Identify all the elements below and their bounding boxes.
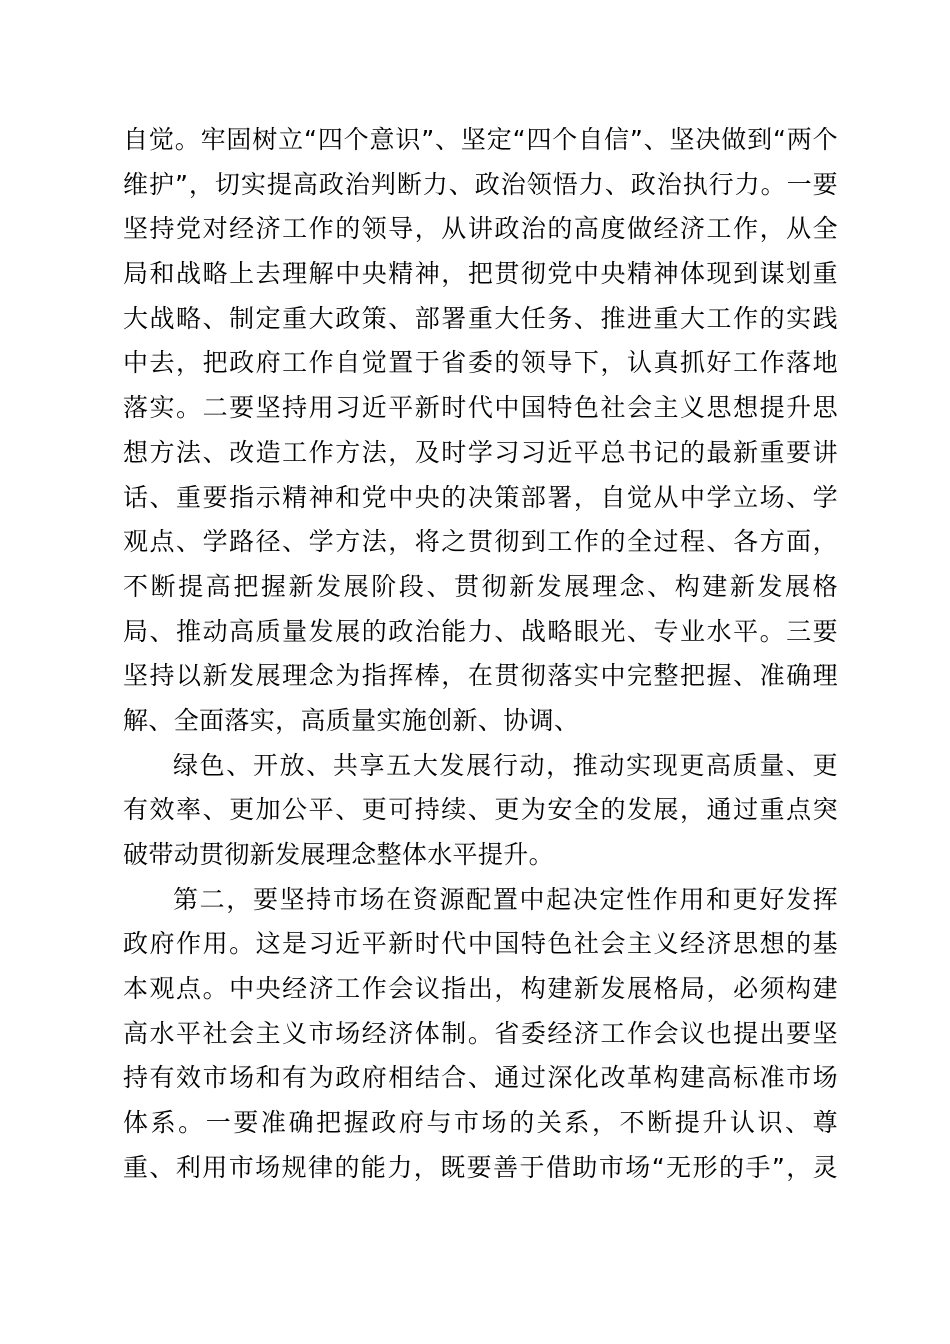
text-line: 不断提高把握新发展阶段、贯彻新发展理念、构建新发展格 xyxy=(123,571,838,601)
text-line: 解、全面落实，高质量实施创新、协调、 xyxy=(123,705,580,735)
text-line: 政府作用。这是习近平新时代中国特色社会主义经济思想的基 xyxy=(123,929,838,959)
text-line: 重、利用市场规律的能力，既要善于借助市场“无形的手”，灵 xyxy=(123,1152,838,1182)
text-line: 大战略、制定重大政策、部署重大任务、推进重大工作的实践 xyxy=(123,303,838,333)
text-line: 观点、学路径、学方法，将之贯彻到工作的全过程、各方面， xyxy=(123,527,838,557)
text-line: 局、推动高质量发展的政治能力、战略眼光、专业水平。三要 xyxy=(123,616,838,646)
text-line: 想方法、改造工作方法，及时学习习近平总书记的最新重要讲 xyxy=(123,437,838,467)
text-line: 话、重要指示精神和党中央的决策部署，自觉从中学立场、学 xyxy=(123,482,838,512)
text-line: 本观点。中央经济工作会议指出，构建新发展格局，必须构建 xyxy=(123,974,838,1004)
paragraph-first-line: 第二，要坚持市场在资源配置中起决定性作用和更好发挥 xyxy=(173,884,838,914)
text-line: 落实。二要坚持用习近平新时代中国特色社会主义思想提升思 xyxy=(123,393,838,423)
text-line: 高水平社会主义市场经济体制。省委经济工作会议也提出要坚 xyxy=(123,1018,838,1048)
text-line: 坚持以新发展理念为指挥棒，在贯彻落实中完整把握、准确理 xyxy=(123,661,838,691)
text-line: 局和战略上去理解中央精神，把贯彻党中央精神体现到谋划重 xyxy=(123,259,838,289)
text-line: 坚持党对经济工作的领导，从讲政治的高度做经济工作，从全 xyxy=(123,214,838,244)
text-line: 维护”，切实提高政治判断力、政治领悟力、政治执行力。一要 xyxy=(123,169,838,199)
text-line: 破带动贯彻新发展理念整体水平提升。 xyxy=(123,840,554,869)
paragraph-first-line: 绿色、开放、共享五大发展行动，推动实现更高质量、更 xyxy=(173,750,838,780)
text-line: 持有效市场和有为政府相结合、通过深化改革构建高标准市场 xyxy=(123,1063,838,1093)
text-line: 自觉。牢固树立“四个意识”、坚定“四个自信”、坚决做到“两个 xyxy=(123,125,838,154)
text-line: 中去，把政府工作自觉置于省委的领导下，认真抓好工作落地 xyxy=(123,348,838,378)
text-line: 体系。一要准确把握政府与市场的关系，不断提升认识、尊 xyxy=(123,1108,838,1138)
text-line: 有效率、更加公平、更可持续、更为安全的发展，通过重点突 xyxy=(123,795,838,825)
body-text xyxy=(123,118,838,1191)
